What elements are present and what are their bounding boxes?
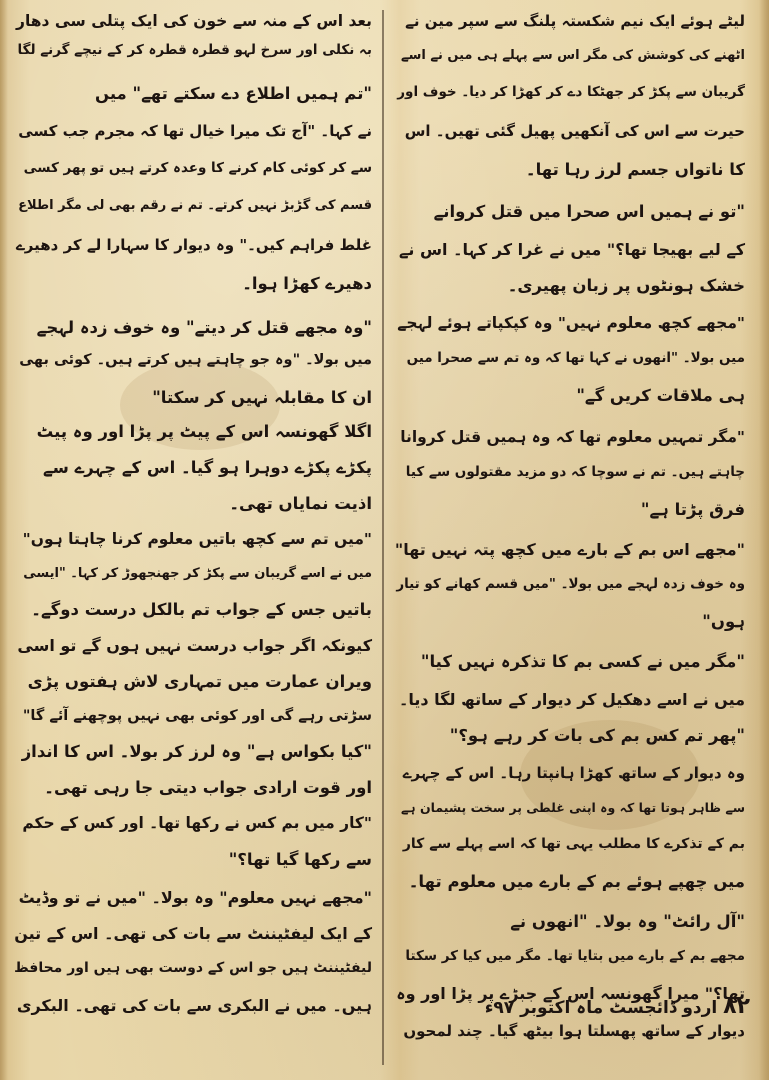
text-line: بہ نکلی اور سرخ لہو قطرہ قطرہ کر کے نیچے گرنے لگا <box>17 42 372 58</box>
text-line: حیرت سے اس کی آنکھیں پھیل گئی تھیں۔ اس <box>404 122 745 140</box>
text-line: پکڑے پکڑے دوہرا ہو گیا۔ اس کے چہرے سے <box>43 458 372 477</box>
text-line: میں چھپے ہوئے بم کے بارے میں معلوم تھا۔ <box>408 872 745 891</box>
text-line: "مگر تمہیں معلوم تھا کہ وہ ہمیں قتل کروانا <box>400 428 745 446</box>
text-line: ہیں۔ میں نے البکری سے بات کی تھی۔ البکری <box>16 996 372 1015</box>
text-line: اور قوت ارادی جواب دیتی جا رہی تھی۔ <box>44 778 372 797</box>
text-line: ہی ملاقات کریں گے" <box>576 386 745 405</box>
text-line: "تو نے ہمیں اس صحرا میں قتل کروانے <box>433 202 745 221</box>
text-line: اذیت نمایاں تھی۔ <box>229 494 372 513</box>
text-line: "وہ مجھے قتل کر دیتے" وہ خوف زدہ لہجے <box>36 318 372 337</box>
text-line: "مجھے اس بم کے بارے میں کچھ پتہ نہیں تھا" <box>394 540 745 559</box>
left-text-column <box>14 0 372 1080</box>
text-line: قسم کی گڑبڑ نہیں کرتے۔ تم نے رقم بھی لی مگر اطلاع <box>18 198 372 213</box>
text-line: "کار میں بم کس نے رکھا تھا۔ اور کس کے حکم <box>22 814 372 832</box>
text-line: کا ناتواں جسم لرز رہا تھا۔ <box>525 160 745 179</box>
text-line: گریبان سے پکڑ کر جھٹکا دے کر کھڑا کر دیا۔ خوف اور <box>397 84 745 100</box>
text-line: میں بولا۔ "وہ جو چاہتے ہیں کرتے ہیں۔ کوئی بھی <box>19 352 372 368</box>
text-line: نے کہا۔ "آج تک میرا خیال تھا کہ مجرم جب کسی <box>18 122 372 140</box>
text-line: "مگر میں نے کسی بم کا تذکرہ نہیں کیا" <box>420 652 745 671</box>
text-line: سے ظاہر ہوتا تھا کہ وہ اپنی غلطی پر سخت پشیمان ہے <box>400 800 745 815</box>
text-line: ویران عمارت میں تمہاری لاش ہفتوں پڑی <box>27 672 372 691</box>
text-line: "کیا بکواس ہے" وہ لرز کر بولا۔ اس کا انداز <box>21 742 372 761</box>
text-line: کے ایک لیفٹیننٹ سے بات کی تھی۔ اس کے تین <box>14 924 372 943</box>
text-line: بم کے تذکرے کا مطلب یہی تھا کہ اسے پہلے سے کار <box>402 836 745 852</box>
text-line: سڑتی رہے گی اور کوئی بھی نہیں پوچھنے آئے گا" <box>22 708 372 724</box>
text-line: میں نے اسے دھکیل کر دیوار کے ساتھ لگا دیا۔ <box>399 690 745 709</box>
text-line: کیونکہ اگر جواب درست نہیں ہوں گے تو اسی <box>17 636 372 655</box>
text-line: اٹھنے کی کوشش کی مگر اس سے پہلے ہی میں نے اسے <box>400 48 745 63</box>
text-line: غلط فراہم کیں۔" وہ دیوار کا سہارا لے کر دھیرے <box>16 236 372 254</box>
text-line: دھیرے کھڑا ہوا۔ <box>242 274 372 293</box>
text-line: "مجھے نہیں معلوم" وہ بولا۔ "میں نے تو وڈیٹ <box>18 888 372 907</box>
column-divider <box>382 10 384 1065</box>
text-line: میں بولا۔ "انھوں نے کہا تھا کہ وہ تم سے صحرا میں <box>406 350 745 366</box>
page-edge-left <box>0 0 8 1080</box>
page-footer <box>484 994 750 1024</box>
text-line: ہوں" <box>702 612 745 631</box>
text-line: میں نے اسے گریبان سے پکڑ کر جھنجھوڑ کر کہا۔ "ایسی <box>23 566 372 581</box>
text-line: لیفٹیننٹ ہیں جو اس کے دوست بھی ہیں اور محافظ <box>14 960 372 976</box>
text-line: "پھر تم کس بم کی بات کر رہے ہو؟" <box>449 726 745 745</box>
text-line: ان کا مقابلہ نہیں کر سکتا" <box>152 388 372 407</box>
text-line: بعد اس کے منہ سے خون کی ایک پتلی سی دھار <box>16 12 372 30</box>
text-line: سے کر کوئی کام کرنے کا وعدہ کرتے ہیں تو پھر کسی <box>23 160 372 176</box>
text-line: اگلا گھونسہ اس کے پیٹ پر پڑا اور وہ پیٹ <box>36 422 372 441</box>
text-line: مجھے بم کے بارے میں بتایا تھا۔ مگر میں کیا کر سکتا <box>405 948 745 964</box>
text-line: تھا؟" میرا گھونسہ اس کے جبڑے پر پڑا اور وہ <box>396 984 745 1003</box>
text-line: چاہتے ہیں۔ تم نے سوچا کہ دو مزید مقتولوں سے کیا <box>405 464 745 480</box>
text-line: وہ خوف زدہ لہجے میں بولا۔ "میں قسم کھانے کو تیار <box>396 576 745 592</box>
text-line: کے لیے بھیجا تھا؟" میں نے غرا کر کہا۔ اس نے <box>399 240 745 259</box>
text-line: وہ دیوار کے ساتھ کھڑا ہانپتا رہا۔ اس کے چہرے <box>402 764 745 782</box>
page-edge-right <box>759 0 769 1080</box>
text-line: "میں تم سے کچھ باتیں معلوم کرنا چاہتا ہوں" <box>22 530 372 548</box>
text-line: باتیں جس کے جواب تم بالکل درست دوگے۔ <box>31 600 372 619</box>
magazine-issue-label: اردو ڈائجسٹ ماہ اکتوبر ۹۷ء <box>484 998 718 1018</box>
text-line: خشک ہونٹوں پر زبان پھیری۔ <box>507 276 745 295</box>
right-text-column <box>395 0 745 1080</box>
text-line: دیوار کے ساتھ پھسلتا ہوا بیٹھ گیا۔ چند لمحوں <box>403 1022 745 1040</box>
text-line: سے رکھا گیا تھا؟" <box>228 850 372 869</box>
text-line: فرق پڑتا ہے" <box>640 500 745 519</box>
text-line: "تم ہمیں اطلاع دے سکتے تھے" میں <box>94 84 372 103</box>
page-number: ۸۲ <box>723 994 750 1019</box>
text-line: "آل رائٹ" وہ بولا۔ "انھوں نے <box>510 912 745 931</box>
text-line: "مجھے کچھ معلوم نہیں" وہ کپکپاتے ہوئے لہجے <box>397 314 745 332</box>
text-line: لیٹے ہوئے ایک نیم شکستہ پلنگ سے سپر مین نے <box>405 12 745 30</box>
